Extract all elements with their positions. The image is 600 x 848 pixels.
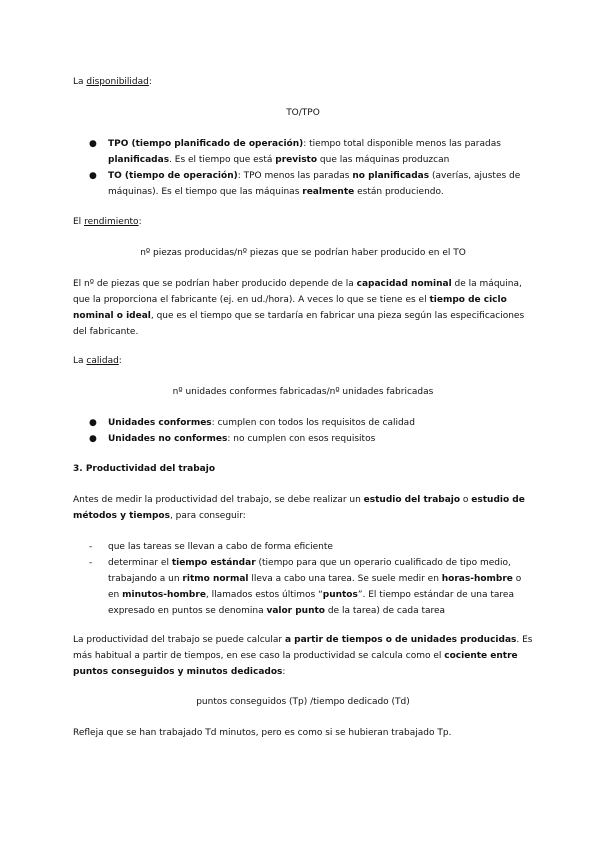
productividad-conclusion: Refleja que se han trabajado Td minutos, pero es como si se hubieran trabajado Tp.: [73, 728, 452, 738]
bold-run: realmente: [302, 187, 355, 197]
disponibilidad-formula: TO/TPO: [286, 108, 320, 118]
text-run: o en: [108, 574, 522, 600]
bold-run: Unidades conformes: [108, 418, 212, 428]
text-run: de la máquina, que la proporciona el fabricante (ej. en ud./hora). A veces lo que se tiene es el: [73, 279, 522, 305]
bold-run: a partir de tiempos o de unidades producidas: [284, 635, 517, 645]
productividad-calculo: [73, 632, 533, 680]
text-run: de la tarea) de cada tarea: [324, 606, 446, 616]
text-run: (averías, ajustes de máquinas). Es el tiempo que las máquinas: [108, 171, 521, 197]
productividad-intro: [73, 492, 533, 524]
bullet-no-conformes: [108, 431, 528, 447]
calidad-heading: La calidad:: [73, 356, 122, 366]
bold-run: valor punto: [266, 606, 325, 616]
text-run: o: [460, 495, 472, 505]
bold-run: estudio de métodos y tiempos: [73, 495, 525, 521]
rendimiento-heading: El rendimiento:: [73, 217, 142, 227]
calidad-formula: nº unidades conformes fabricadas/nº unidades fabricadas: [172, 387, 434, 397]
bullet-marker: ●: [89, 171, 97, 181]
bold-run: planificadas: [108, 155, 170, 165]
bold-run: cociente entre puntos conseguidos y minutos dedicados: [73, 651, 518, 677]
text-run: que las máquinas produzcan: [317, 155, 450, 165]
text-run: La productividad del trabajo se puede calcular: [73, 635, 285, 645]
section-heading: 3. Productividad del trabajo: [73, 464, 216, 474]
bullet-conformes: [108, 415, 528, 431]
text-run: : TPO menos las paradas: [237, 171, 353, 181]
text-run: , llamados estos últimos “: [205, 590, 323, 600]
text-run: : tiempo total disponible menos las paradas: [303, 139, 501, 149]
productividad-formula: puntos conseguidos (Tp) /tiempo dedicado (Td): [196, 697, 410, 707]
text-run: : cumplen con todos los requisitos de calidad: [211, 418, 415, 428]
dash-item-eficiente: [108, 539, 528, 555]
text-run: ”. El tiempo estándar de una tarea expresado en puntos se denomina: [108, 590, 514, 616]
bold-run: horas-hombre: [441, 574, 513, 584]
bullet-marker: ●: [89, 434, 97, 444]
text-run: , que es el tiempo que se tardaría en fabricar una pieza según las especificaciones del fabricante.: [73, 311, 525, 337]
bold-run: no planificadas: [352, 171, 430, 181]
bold-run: TO (tiempo de operación): [108, 171, 238, 181]
bold-run: Unidades no conformes: [108, 434, 228, 444]
text-run: están produciendo.: [354, 187, 444, 197]
text-run: que las tareas se llevan a cabo de forma eficiente: [108, 542, 333, 552]
text-run: lleva a cabo una tarea. Se suele medir en: [248, 574, 442, 584]
bold-run: puntos: [322, 590, 358, 600]
text-run: determinar el: [108, 558, 172, 568]
text-run: . Es más habitual a partir de tiempos, en ese caso la productividad se calcula como el: [73, 635, 533, 661]
text-run: . Es el tiempo que está: [169, 155, 276, 165]
bold-run: estudio del trabajo: [363, 495, 461, 505]
text-run: Antes de medir la productividad del trabajo, se debe realizar un: [73, 495, 364, 505]
bold-run: minutos-hombre: [122, 590, 206, 600]
text-run: (tiempo para que un operario cualificado de tipo medio, trabajando a un: [108, 558, 511, 584]
bold-run: ritmo normal: [182, 574, 249, 584]
rendimiento-paragraph: [73, 276, 533, 340]
disponibilidad-heading: La disponibilidad:: [73, 77, 152, 87]
bullet-tpo: [108, 136, 528, 168]
bold-run: TPO (tiempo planificado de operación): [108, 139, 304, 149]
bullet-to: [108, 168, 528, 200]
text-run: , para conseguir:: [169, 511, 246, 521]
rendimiento-formula: nº piezas producidas/nº piezas que se podrían haber producido en el TO: [140, 248, 466, 258]
text-run: :: [282, 667, 286, 677]
bullet-marker: ●: [89, 418, 97, 428]
dash-marker: -: [89, 558, 93, 568]
dash-marker: -: [89, 542, 93, 552]
bold-run: tiempo de ciclo nominal o ideal: [73, 295, 507, 321]
bold-run: previsto: [275, 155, 318, 165]
text-run: : no cumplen con esos requisitos: [227, 434, 376, 444]
bullet-marker: ●: [89, 139, 97, 149]
bold-run: capacidad nominal: [356, 279, 452, 289]
bold-run: tiempo estándar: [171, 558, 256, 568]
text-run: El nº de piezas que se podrían haber producido depende de la: [73, 279, 357, 289]
dash-item-tiempo-estandar: [108, 555, 528, 619]
